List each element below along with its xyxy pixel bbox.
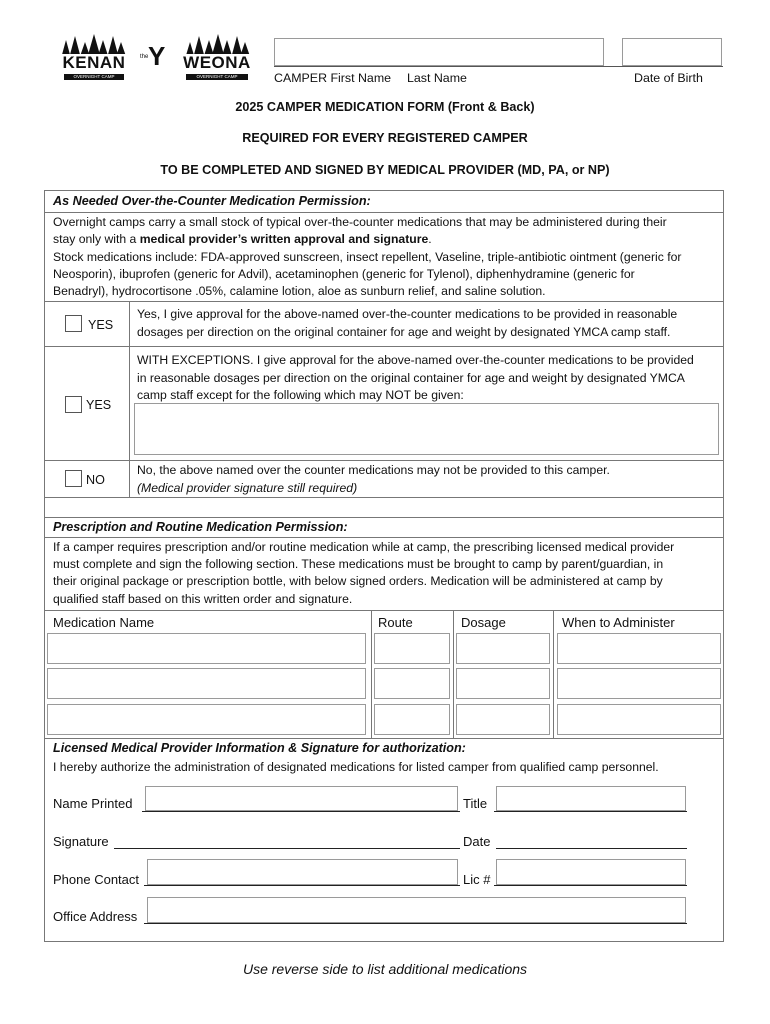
ymca-logo xyxy=(140,42,174,72)
med-name-input-3[interactable] xyxy=(47,704,366,735)
divider xyxy=(44,537,724,538)
route-input-2[interactable] xyxy=(374,668,450,699)
otc-exceptions-text-line-3: camp staff except for the following which may NOT be given: xyxy=(137,388,464,402)
otc-exceptions-input[interactable] xyxy=(134,403,719,455)
form-title: 2025 CAMPER MEDICATION FORM (Front & Back) xyxy=(235,100,535,114)
underline xyxy=(144,923,687,924)
divider xyxy=(44,460,724,461)
otc-no-checkbox[interactable] xyxy=(65,470,82,487)
title-label: Title xyxy=(463,796,488,811)
header-underline xyxy=(274,66,723,67)
divider xyxy=(44,738,724,739)
lic-label: Lic # xyxy=(463,872,491,887)
divider xyxy=(44,497,724,498)
kenan-name: KENAN xyxy=(56,54,132,72)
dosage-input-1[interactable] xyxy=(456,633,550,664)
med-name-input-2[interactable] xyxy=(47,668,366,699)
otc-yes-text-line-2: dosages per direction on the original container for age and weight by designated YMCA camp staff. xyxy=(137,325,671,339)
divider xyxy=(44,212,724,213)
rx-section-title: Prescription and Routine Medication Permission: xyxy=(53,520,348,534)
date-label: Date xyxy=(463,834,491,849)
divider xyxy=(553,610,554,738)
date-of-birth-input[interactable] xyxy=(622,38,722,66)
provider-section-title: Licensed Medical Provider Information & Signature for authorization: xyxy=(53,741,466,755)
otc-stock-line-1: Stock medications include: FDA-approved sunscreen, insect repellent, Vaseline, triple-antibiotic ointment (generic for xyxy=(53,250,682,264)
phone-contact-input[interactable] xyxy=(147,859,458,885)
otc-yes-exceptions-label: YES xyxy=(86,398,112,412)
footer-note: Use reverse side to list additional medications xyxy=(242,961,528,977)
signature-label: Signature xyxy=(53,834,109,849)
divider xyxy=(453,610,454,738)
dosage-input-3[interactable] xyxy=(456,704,550,735)
last-name-label: Last Name xyxy=(407,71,467,85)
otc-stock-line-2: Neosporin), ibuprofen (generic for Advil), acetaminophen (generic for Tylenol), diphenhydramine (generic for xyxy=(53,267,635,281)
col-medication-name: Medication Name xyxy=(53,615,155,630)
first-name-label: CAMPER First Name xyxy=(274,71,392,85)
otc-no-text-line-1: No, the above named over the counter medications may not be provided to this camper. xyxy=(137,463,610,477)
signature-line[interactable] xyxy=(114,848,460,849)
divider xyxy=(44,346,724,347)
ymca-prefix: the xyxy=(140,54,149,60)
when-input-2[interactable] xyxy=(557,668,721,699)
otc-no-label: NO xyxy=(86,473,105,487)
kenan-sub: OVERNIGHT CAMP xyxy=(64,74,124,80)
otc-intro-line-2 xyxy=(53,231,432,248)
otc-intro-line-1: Overnight camps carry a small stock of typical over-the-counter medications that may be administered during their xyxy=(53,215,667,229)
otc-yes-label: YES xyxy=(88,318,114,332)
kenan-logo xyxy=(56,32,132,82)
otc-yes-text-line-1: Yes, I give approval for the above-named over-the-counter medications to be provided in reasonable xyxy=(137,307,678,321)
otc-intro-bold: medical provider’s written approval and signature xyxy=(139,232,429,246)
otc-yes-checkbox[interactable] xyxy=(65,315,82,332)
date-line[interactable] xyxy=(496,848,687,849)
provider-statement: I hereby authorize the administration of designated medications for listed camper from qualified camp personnel. xyxy=(53,760,659,774)
when-input-3[interactable] xyxy=(557,704,721,735)
rx-text-line-4: qualified staff based on this written order and signature. xyxy=(53,592,353,606)
otc-exceptions-text-line-2: in reasonable dosages per direction on the original container for age and weight by designated YMCA xyxy=(137,371,685,385)
dosage-input-2[interactable] xyxy=(456,668,550,699)
office-address-label: Office Address xyxy=(53,909,138,924)
divider xyxy=(44,610,724,611)
underline xyxy=(494,811,687,812)
otc-no-text-line-2: (Medical provider signature still required) xyxy=(137,481,358,495)
col-dosage: Dosage xyxy=(461,615,506,630)
otc-intro-text: stay only with a xyxy=(53,232,140,246)
divider xyxy=(44,517,724,518)
weona-sub: OVERNIGHT CAMP xyxy=(186,74,248,80)
title-input[interactable] xyxy=(496,786,686,811)
col-when-to-administer: When to Administer xyxy=(562,615,675,630)
rx-text-line-1: If a camper requires prescription and/or routine medication while at camp, the prescribing licensed medical provider xyxy=(53,540,675,554)
underline xyxy=(142,811,460,812)
when-input-1[interactable] xyxy=(557,633,721,664)
underline xyxy=(494,885,687,886)
otc-section-title: As Needed Over-the-Counter Medication Permission: xyxy=(53,194,371,208)
weona-logo xyxy=(178,32,256,82)
otc-yes-exceptions-checkbox[interactable] xyxy=(65,396,82,413)
phone-contact-label: Phone Contact xyxy=(53,872,140,887)
med-name-input-1[interactable] xyxy=(47,633,366,664)
name-printed-input[interactable] xyxy=(145,786,458,811)
otc-stock-line-3: Benadryl), hydrocortisone .05%, calamine lotion, aloe as sunburn relief, and saline solution. xyxy=(53,284,546,298)
otc-intro-period: . xyxy=(428,232,432,246)
divider xyxy=(371,610,372,738)
rx-text-line-3: their original package or prescription bottle, with below signed orders. Medication will be administered at camp by xyxy=(53,574,663,588)
otc-exceptions-text-line-1: WITH EXCEPTIONS. I give approval for the above-named over-the-counter medications to be provided xyxy=(137,353,694,367)
route-input-3[interactable] xyxy=(374,704,450,735)
rx-text-line-2: must complete and sign the following section. These medications must be brought to camp by parent/guardian, in xyxy=(53,557,664,571)
dob-label: Date of Birth xyxy=(634,71,703,85)
divider xyxy=(44,301,724,302)
ymca-letter: Y xyxy=(148,41,166,71)
lic-input[interactable] xyxy=(496,859,686,885)
form-subtitle: REQUIRED FOR EVERY REGISTERED CAMPER xyxy=(242,131,528,145)
col-route: Route xyxy=(378,615,413,630)
underline xyxy=(144,885,460,886)
form-instruction: TO BE COMPLETED AND SIGNED BY MEDICAL PROVIDER (MD, PA, or NP) xyxy=(160,163,610,177)
divider xyxy=(129,301,130,497)
route-input-1[interactable] xyxy=(374,633,450,664)
office-address-input[interactable] xyxy=(147,897,686,923)
camper-name-input[interactable] xyxy=(274,38,604,66)
weona-name: WEONA xyxy=(178,54,256,72)
name-printed-label: Name Printed xyxy=(53,796,133,811)
